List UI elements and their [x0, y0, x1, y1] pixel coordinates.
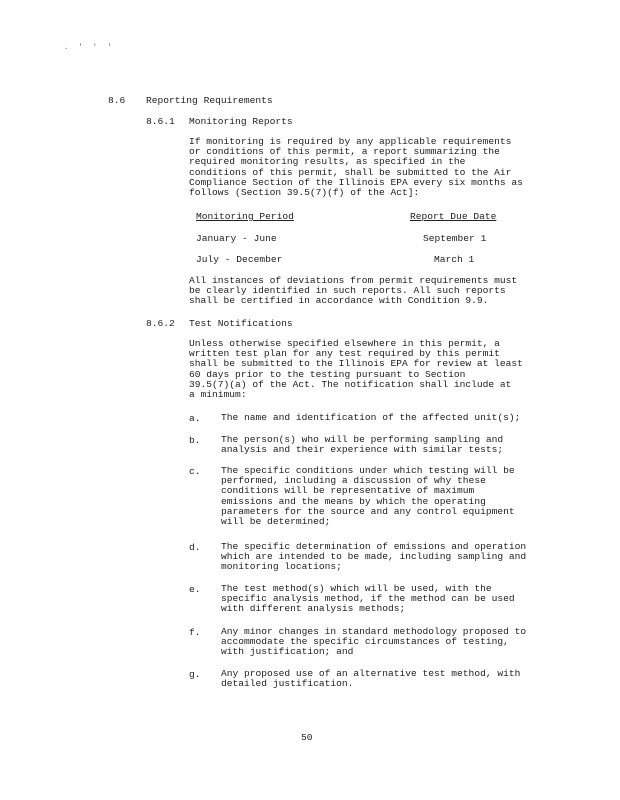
- list-item-letter: d.: [189, 542, 201, 553]
- text-line: emissions and the means by which the operating: [221, 495, 486, 507]
- subsection-title: Monitoring Reports: [189, 116, 293, 127]
- list-item-letter: b.: [189, 435, 201, 446]
- section-number: 8.6: [108, 95, 126, 106]
- text-line: Any proposed use of an alternative test method, with: [221, 668, 521, 679]
- text-line: specific analysis method, if the method can be used: [221, 593, 515, 605]
- text-line: 60 days prior to the testing pursuant to Section: [189, 368, 466, 380]
- text-line: or conditions of this permit, a report summarizing the: [189, 146, 500, 158]
- text-line: conditions will be representative of maximum: [221, 485, 475, 497]
- text-line: Compliance Section of the Illinois EPA every six months as: [189, 176, 523, 188]
- text-line: be clearly identified in such reports. All such reports: [189, 285, 506, 297]
- text-line: monitoring locations;: [221, 561, 342, 573]
- text-line: with different analysis methods;: [221, 603, 406, 615]
- page-number: 50: [301, 732, 313, 743]
- text-line: Any minor changes in standard methodology proposed to: [221, 626, 527, 637]
- text-line: written test plan for any test required by this permit: [189, 348, 500, 360]
- table-cell-due: March 1: [434, 254, 475, 265]
- list-item-letter: a.: [189, 413, 201, 424]
- text-line: a minimum:: [189, 389, 247, 401]
- monitoring-intro: [189, 137, 523, 198]
- test-intro: [189, 339, 523, 400]
- list-item-letter: c.: [189, 466, 201, 477]
- list-item: [221, 435, 503, 455]
- text-line: The name and identification of the affected unit(s);: [221, 412, 521, 423]
- list-item: [221, 413, 520, 423]
- text-line: conditions of this permit, shall be submitted to the Air: [189, 166, 512, 178]
- text-line: shall be certified in accordance with Condition 9.9.: [189, 295, 489, 307]
- list-item: [221, 669, 520, 689]
- subsection-title: Test Notifications: [189, 318, 293, 329]
- table-cell-due: September 1: [423, 233, 487, 244]
- text-line: which are intended to be made, including sampling and: [221, 551, 527, 563]
- table-cell-period: January - June: [196, 233, 277, 244]
- text-line: The specific determination of emissions and operation: [221, 541, 527, 552]
- monitoring-closing: [189, 276, 517, 307]
- table-header-period: Monitoring Period: [196, 211, 294, 222]
- text-line: will be determined;: [221, 516, 331, 528]
- list-item-letter: f.: [189, 627, 201, 638]
- list-item: [221, 584, 515, 615]
- text-line: All instances of deviations from permit requirements must: [189, 275, 518, 286]
- table-cell-period: July - December: [196, 254, 283, 265]
- table-header-due: Report Due Date: [410, 211, 497, 222]
- text-line: performed, including a discussion of why these: [221, 475, 486, 487]
- text-line: parameters for the source and any control equipment: [221, 505, 515, 517]
- subsection-number: 8.6.2: [146, 318, 175, 329]
- text-line: If monitoring is required by any applicable requirements: [189, 136, 512, 147]
- text-line: follows (Section 39.5(7)(f) of the Act]:: [189, 187, 420, 199]
- text-line: 39.5(7)(a) of the Act. The notification shall include at: [189, 378, 512, 390]
- section-title: Reporting Requirements: [146, 95, 273, 106]
- text-line: The test method(s) which will be used, with the: [221, 583, 492, 594]
- subsection-number: 8.6.1: [146, 116, 175, 127]
- text-line: with justification; and: [221, 646, 354, 658]
- text-line: The specific conditions under which testing will be: [221, 465, 515, 476]
- text-line: shall be submitted to the Illinois EPA for review at least: [189, 358, 523, 370]
- list-item: [221, 627, 526, 658]
- text-line: analysis and their experience with similar tests;: [221, 444, 504, 456]
- corner-marks: . ' ' ': [64, 44, 115, 52]
- text-line: Unless otherwise specified elsewhere in this permit, a: [189, 338, 500, 349]
- text-line: The person(s) who will be performing sampling and: [221, 434, 504, 445]
- text-line: required monitoring results, as specified in the: [189, 156, 466, 168]
- list-item: [221, 542, 526, 573]
- text-line: accommodate the specific circumstances of testing,: [221, 636, 509, 648]
- list-item-letter: g.: [189, 669, 201, 680]
- text-line: detailed justification.: [221, 678, 354, 690]
- list-item-letter: e.: [189, 584, 201, 595]
- list-item: [221, 466, 515, 527]
